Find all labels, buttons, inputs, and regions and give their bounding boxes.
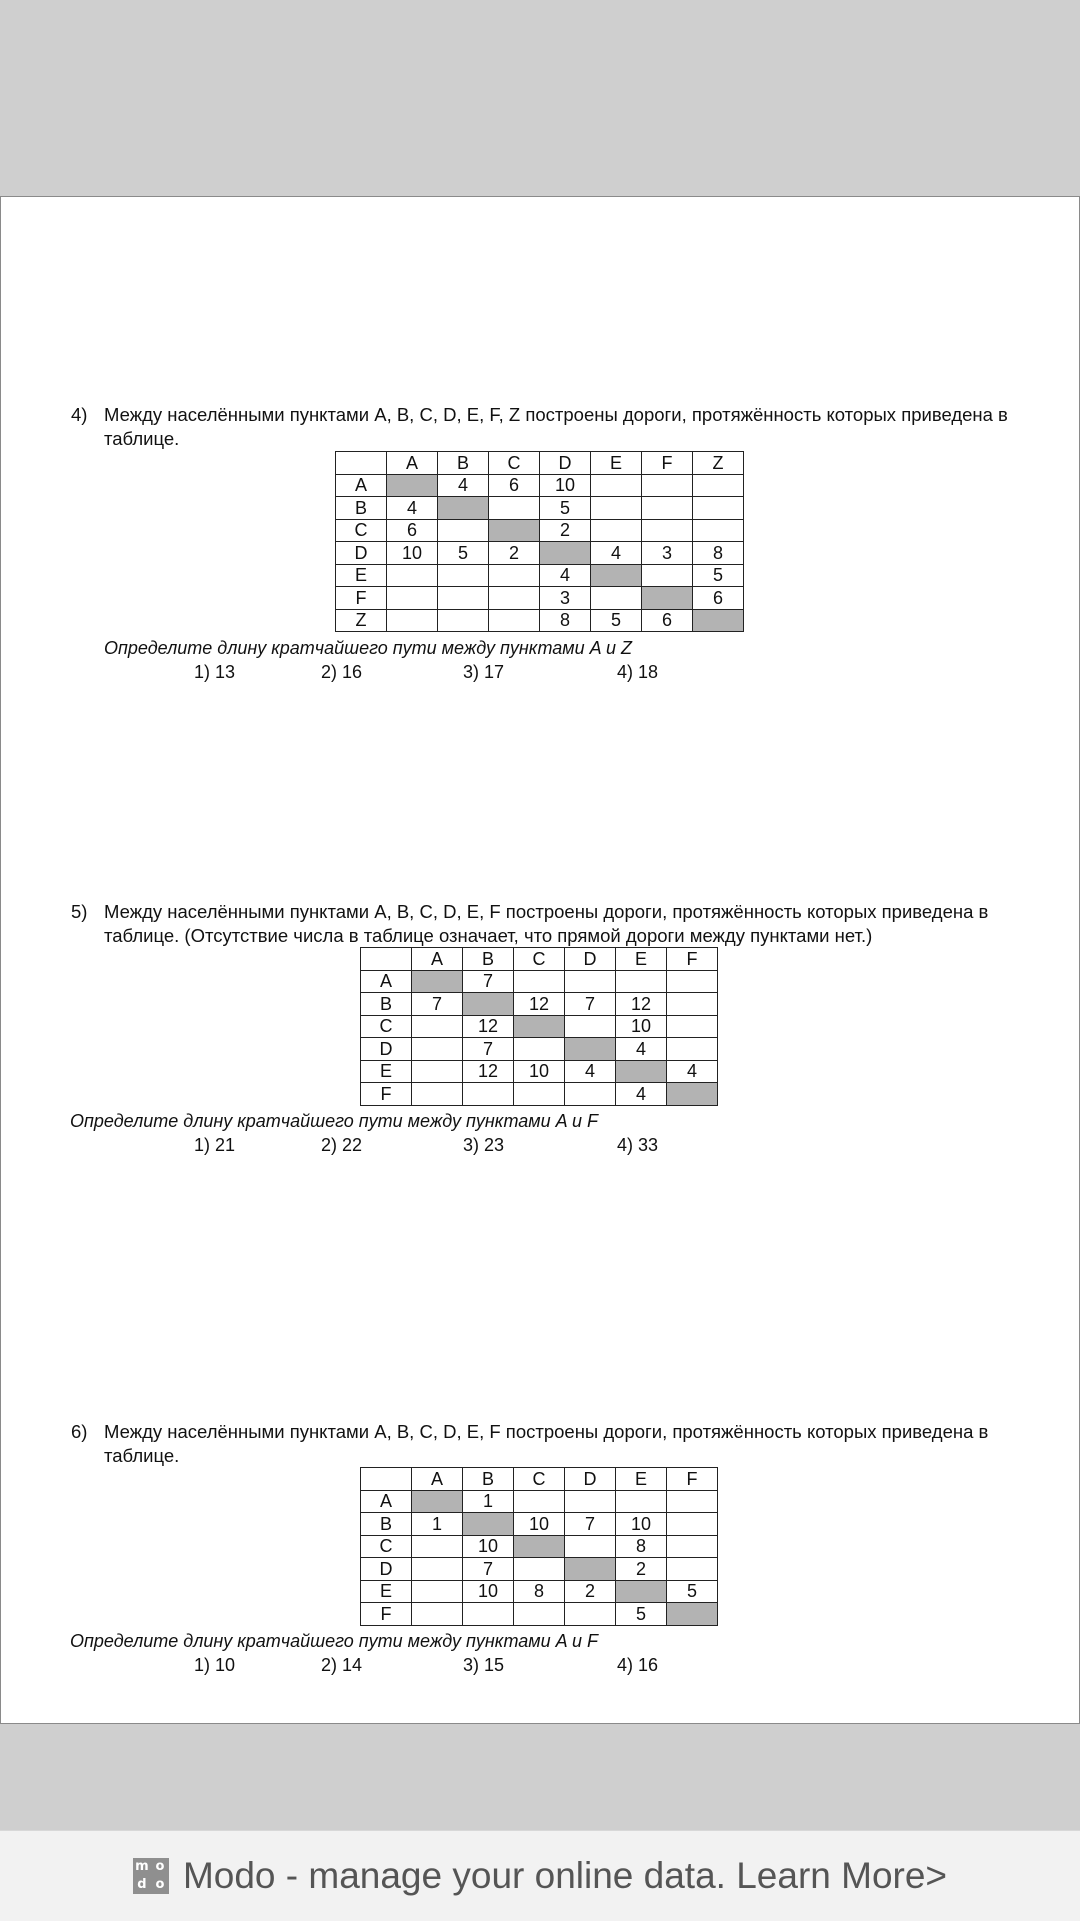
distance-cell: 4: [667, 1060, 718, 1083]
distance-cell: [412, 1603, 463, 1626]
distance-cell: 10: [463, 1535, 514, 1558]
distance-cell: 5: [438, 542, 489, 565]
table-row: [361, 1083, 718, 1106]
column-header: B: [463, 1468, 514, 1491]
corner-cell: [361, 1468, 412, 1491]
table-header-row: [361, 1468, 718, 1491]
distance-cell: 4: [540, 564, 591, 587]
row-header: C: [336, 519, 387, 542]
column-header: F: [667, 948, 718, 971]
answer-option-4: 4) 16: [617, 1655, 659, 1675]
diagonal-cell: [514, 1015, 565, 1038]
distance-cell: 5: [591, 609, 642, 632]
distance-cell: [387, 564, 438, 587]
distance-cell: [565, 1490, 616, 1513]
diagonal-cell: [463, 1513, 514, 1536]
distance-cell: 7: [463, 1558, 514, 1581]
distance-cell: [387, 609, 438, 632]
diagonal-cell: [667, 1083, 718, 1106]
distance-cell: [591, 474, 642, 497]
column-header: Z: [693, 452, 744, 475]
task-5-options: [1, 1134, 1001, 1156]
diagonal-cell: [667, 1603, 718, 1626]
distance-cell: 4: [565, 1060, 616, 1083]
distance-cell: [514, 1490, 565, 1513]
task-4-question: Определите длину кратчайшего пути между пунктами A и Z: [104, 638, 632, 658]
distance-cell: [565, 1015, 616, 1038]
document-page: [0, 196, 1080, 1724]
diagonal-cell: [642, 587, 693, 610]
distance-cell: [514, 1603, 565, 1626]
logo-letter: d: [137, 1877, 147, 1892]
logo-letter: o: [155, 1859, 165, 1874]
table-row: [361, 1535, 718, 1558]
column-header: C: [514, 1468, 565, 1491]
task-number: 5): [71, 901, 88, 922]
row-header: C: [361, 1015, 412, 1038]
table-header-row: [336, 452, 744, 475]
table-row: [336, 519, 744, 542]
row-header: B: [336, 497, 387, 520]
distance-cell: [616, 970, 667, 993]
answer-option-2: 2) 14: [321, 1655, 363, 1675]
distance-cell: [489, 609, 540, 632]
distance-cell: 8: [540, 609, 591, 632]
distance-cell: 4: [616, 1038, 667, 1061]
answer-option-3: 3) 23: [463, 1135, 505, 1155]
table-row: [336, 587, 744, 610]
column-header: A: [412, 1468, 463, 1491]
row-header: A: [361, 1490, 412, 1513]
diagonal-cell: [616, 1060, 667, 1083]
distance-cell: [667, 993, 718, 1016]
row-header: C: [361, 1535, 412, 1558]
logo-letter: o: [155, 1877, 165, 1892]
diagonal-cell: [412, 1490, 463, 1513]
distance-cell: [565, 970, 616, 993]
distance-cell: [642, 519, 693, 542]
distance-cell: 5: [693, 564, 744, 587]
distance-cell: 6: [642, 609, 693, 632]
distance-cell: [412, 1015, 463, 1038]
distance-cell: 1: [412, 1513, 463, 1536]
diagonal-cell: [412, 970, 463, 993]
answer-option-3: 3) 17: [463, 662, 505, 682]
task-5-distance-table: [360, 947, 718, 1106]
task-text: Между населёнными пунктами A, B, C, D, E, F построены дороги, протяжённость которых приведена в таблице.: [104, 1421, 989, 1466]
distance-cell: [565, 1535, 616, 1558]
distance-cell: [412, 1558, 463, 1581]
distance-cell: [591, 519, 642, 542]
distance-cell: [667, 1490, 718, 1513]
table-row: [361, 1580, 718, 1603]
distance-cell: [667, 1038, 718, 1061]
distance-cell: 10: [616, 1513, 667, 1536]
distance-cell: 12: [463, 1015, 514, 1038]
distance-cell: [642, 474, 693, 497]
answer-option-4: 4) 33: [617, 1135, 659, 1155]
distance-cell: 5: [667, 1580, 718, 1603]
task-4-options: [1, 661, 1001, 683]
answer-option-2: 2) 22: [321, 1135, 363, 1155]
row-header: F: [361, 1603, 412, 1626]
distance-cell: [489, 564, 540, 587]
distance-cell: 3: [642, 542, 693, 565]
table-row: [336, 564, 744, 587]
answer-option-4: 4) 18: [617, 662, 659, 682]
distance-cell: [565, 1083, 616, 1106]
distance-cell: 4: [616, 1083, 667, 1106]
diagonal-cell: [565, 1558, 616, 1581]
diagonal-cell: [438, 497, 489, 520]
table-row: [336, 474, 744, 497]
distance-cell: [591, 587, 642, 610]
distance-cell: [693, 519, 744, 542]
logo-letter: m: [135, 1859, 149, 1874]
row-header: A: [336, 474, 387, 497]
distance-cell: [489, 497, 540, 520]
table-row: [361, 1490, 718, 1513]
diagonal-cell: [387, 474, 438, 497]
distance-cell: 4: [591, 542, 642, 565]
diagonal-cell: [463, 993, 514, 1016]
distance-cell: [438, 519, 489, 542]
distance-cell: 8: [514, 1580, 565, 1603]
column-header: C: [489, 452, 540, 475]
distance-cell: 6: [387, 519, 438, 542]
distance-cell: [642, 497, 693, 520]
modo-logo-icon: [133, 1858, 169, 1894]
distance-cell: 8: [693, 542, 744, 565]
distance-cell: 5: [616, 1603, 667, 1626]
task-5-statement: [71, 900, 1061, 950]
column-header: B: [438, 452, 489, 475]
distance-cell: [489, 587, 540, 610]
column-header: E: [591, 452, 642, 475]
distance-cell: 2: [565, 1580, 616, 1603]
diagonal-cell: [565, 1038, 616, 1061]
task-4-statement: [71, 403, 1061, 453]
row-header: A: [361, 970, 412, 993]
distance-cell: 12: [463, 1060, 514, 1083]
task-6-options: [1, 1654, 1001, 1676]
table-row: [336, 609, 744, 632]
distance-cell: [514, 970, 565, 993]
table-header-row: [361, 948, 718, 971]
distance-cell: [412, 1038, 463, 1061]
distance-cell: 2: [616, 1558, 667, 1581]
row-header: D: [361, 1038, 412, 1061]
distance-cell: [693, 474, 744, 497]
column-header: D: [540, 452, 591, 475]
distance-cell: [514, 1558, 565, 1581]
table-row: [361, 1038, 718, 1061]
distance-cell: [387, 587, 438, 610]
distance-cell: 3: [540, 587, 591, 610]
task-number: 6): [71, 1421, 88, 1442]
distance-cell: [591, 497, 642, 520]
distance-cell: 7: [565, 993, 616, 1016]
row-header: E: [336, 564, 387, 587]
distance-cell: 4: [438, 474, 489, 497]
column-header: D: [565, 1468, 616, 1491]
distance-cell: 12: [616, 993, 667, 1016]
distance-cell: 6: [489, 474, 540, 497]
distance-cell: [667, 1535, 718, 1558]
distance-cell: 10: [387, 542, 438, 565]
row-header: F: [361, 1083, 412, 1106]
task-4-distance-table: [335, 451, 744, 632]
diagonal-cell: [489, 519, 540, 542]
row-header: B: [361, 1513, 412, 1536]
task-6-statement: [71, 1420, 1061, 1470]
distance-cell: 6: [693, 587, 744, 610]
table-row: [361, 1558, 718, 1581]
distance-cell: [693, 497, 744, 520]
distance-cell: [438, 564, 489, 587]
table-row: [361, 970, 718, 993]
distance-cell: [463, 1603, 514, 1626]
task-text: Между населёнными пунктами A, B, C, D, E, F, Z построены дороги, протяжённость которых приведена в таблице.: [104, 404, 1008, 449]
column-header: D: [565, 948, 616, 971]
diagonal-cell: [540, 542, 591, 565]
answer-option-2: 2) 16: [321, 662, 363, 682]
column-header: B: [463, 948, 514, 971]
answer-option-1: 1) 13: [194, 662, 236, 682]
diagonal-cell: [514, 1535, 565, 1558]
distance-cell: [438, 609, 489, 632]
ad-banner-link[interactable]: Modo - manage your online data. Learn More>: [182, 1855, 948, 1896]
task-6-distance-table: [360, 1467, 718, 1626]
task-5-question: Определите длину кратчайшего пути между пунктами A и F: [70, 1111, 598, 1131]
ad-banner[interactable]: [0, 1830, 1080, 1921]
distance-cell: [642, 564, 693, 587]
column-header: A: [412, 948, 463, 971]
distance-cell: [667, 970, 718, 993]
table-row: [361, 1513, 718, 1536]
distance-cell: [412, 1060, 463, 1083]
distance-cell: [667, 1558, 718, 1581]
corner-cell: [336, 452, 387, 475]
distance-cell: [565, 1603, 616, 1626]
column-header: C: [514, 948, 565, 971]
distance-cell: [412, 1083, 463, 1106]
answer-option-1: 1) 10: [194, 1655, 236, 1675]
table-row: [336, 497, 744, 520]
distance-cell: 10: [463, 1580, 514, 1603]
distance-cell: 7: [463, 1038, 514, 1061]
distance-cell: [438, 587, 489, 610]
column-header: E: [616, 948, 667, 971]
answer-option-1: 1) 21: [194, 1135, 236, 1155]
distance-cell: 10: [540, 474, 591, 497]
distance-cell: 7: [412, 993, 463, 1016]
table-row: [361, 1015, 718, 1038]
column-header: F: [642, 452, 693, 475]
distance-cell: [616, 1490, 667, 1513]
diagonal-cell: [693, 609, 744, 632]
diagonal-cell: [591, 564, 642, 587]
distance-cell: 7: [565, 1513, 616, 1536]
ad-banner-content[interactable]: [0, 1831, 1080, 1921]
distance-cell: [514, 1038, 565, 1061]
row-header: B: [361, 993, 412, 1016]
distance-cell: 8: [616, 1535, 667, 1558]
corner-cell: [361, 948, 412, 971]
task-text: Между населёнными пунктами A, B, C, D, E, F построены дороги, протяжённость которых приведена в таблице. (Отсутствие числа в таблице означает, что прямой дороги между пунктами нет.): [104, 901, 989, 946]
answer-option-3: 3) 15: [463, 1655, 505, 1675]
distance-cell: [412, 1535, 463, 1558]
distance-cell: 1: [463, 1490, 514, 1513]
distance-cell: [514, 1083, 565, 1106]
diagonal-cell: [616, 1580, 667, 1603]
distance-cell: 5: [540, 497, 591, 520]
table-row: [336, 542, 744, 565]
distance-cell: 2: [540, 519, 591, 542]
distance-cell: [667, 1513, 718, 1536]
row-header: D: [336, 542, 387, 565]
distance-cell: 10: [616, 1015, 667, 1038]
column-header: E: [616, 1468, 667, 1491]
table-row: [361, 1060, 718, 1083]
distance-cell: 2: [489, 542, 540, 565]
row-header: D: [361, 1558, 412, 1581]
distance-cell: 10: [514, 1060, 565, 1083]
table-row: [361, 993, 718, 1016]
column-header: A: [387, 452, 438, 475]
row-header: Z: [336, 609, 387, 632]
column-header: F: [667, 1468, 718, 1491]
distance-cell: 4: [387, 497, 438, 520]
task-6-question: Определите длину кратчайшего пути между пунктами A и F: [70, 1631, 598, 1651]
row-header: E: [361, 1060, 412, 1083]
distance-cell: [412, 1580, 463, 1603]
distance-cell: 12: [514, 993, 565, 1016]
distance-cell: 7: [463, 970, 514, 993]
distance-cell: 10: [514, 1513, 565, 1536]
row-header: F: [336, 587, 387, 610]
task-number: 4): [71, 404, 88, 425]
distance-cell: [463, 1083, 514, 1106]
row-header: E: [361, 1580, 412, 1603]
table-row: [361, 1603, 718, 1626]
distance-cell: [667, 1015, 718, 1038]
